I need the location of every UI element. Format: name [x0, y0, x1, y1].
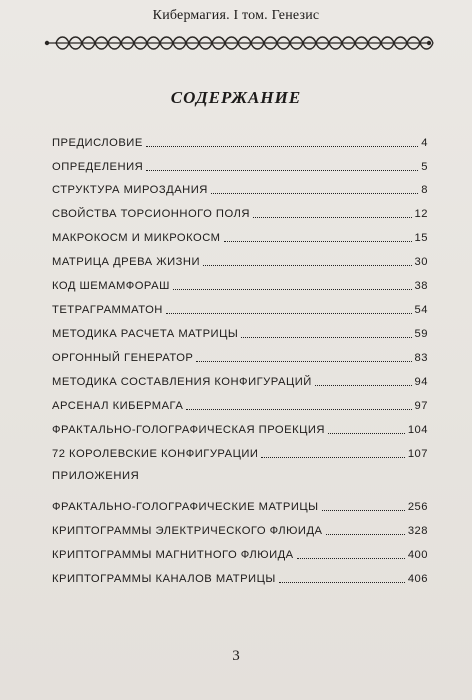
dot-leader: [297, 558, 405, 559]
toc-entry-title: КОД ШЕМАМФОРАШ: [52, 279, 170, 292]
appendix-entry: [52, 519, 428, 537]
toc-entry-title: СВОЙСТВА ТОРСИОННОГО ПОЛЯ: [52, 207, 250, 220]
toc-entry-page: 4: [421, 136, 428, 149]
appendix-entry-page: 406: [407, 572, 428, 585]
appendix-entry-title: КРИПТОГРАММЫ КАНАЛОВ МАТРИЦЫ: [52, 572, 276, 585]
toc-entry-title: МЕТОДИКА СОСТАВЛЕНИЯ КОНФИГУРАЦИЙ: [52, 375, 312, 388]
toc-entry-title: СТРУКТУРА МИРОЗДАНИЯ: [52, 183, 208, 196]
toc-entry-title: МАТРИЦА ДРЕВА ЖИЗНИ: [52, 255, 200, 268]
appendix-entry-title: ФРАКТАЛЬНО-ГОЛОГРАФИЧЕСКИЕ МАТРИЦЫ: [52, 500, 319, 513]
toc-entry-title: 72 КОРОЛЕВСКИЕ КОНФИГУРАЦИИ: [52, 447, 259, 460]
toc-entry-page: 15: [414, 231, 428, 244]
appendix-entry-title: КРИПТОГРАММЫ ЭЛЕКТРИЧЕСКОГО ФЛЮИДА: [52, 524, 323, 537]
toc-entry-title: ОРГОННЫЙ ГЕНЕРАТОР: [52, 351, 194, 364]
toc-entry-page: 38: [414, 279, 428, 292]
toc-entry-page: 107: [407, 447, 428, 460]
appendix-entry-title: КРИПТОГРАММЫ МАГНИТНОГО ФЛЮИДА: [52, 548, 294, 561]
appendix-list: [52, 0, 428, 700]
toc-entry-page: 8: [421, 183, 428, 196]
dot-leader: [279, 582, 405, 583]
appendix-entry-page: 256: [407, 500, 428, 513]
appendix-heading: ПРИЛОЖЕНИЯ: [52, 470, 140, 482]
toc-entry-title: ТЕТРАГРАММАТОН: [52, 303, 163, 316]
toc-entry-title: АРСЕНАЛ КИБЕРМАГА: [52, 399, 184, 412]
appendix-entry: [52, 543, 428, 561]
toc-entry-title: МАКРОКОСМ И МИКРОКОСМ: [52, 231, 221, 244]
dot-leader: [326, 534, 405, 535]
appendix-entry-page: 328: [407, 524, 428, 537]
toc-entry-page: 104: [407, 423, 428, 436]
appendix-entry: [52, 567, 428, 585]
appendix-entry: [52, 495, 428, 513]
running-header: Кибермагия. I том. Генезис: [152, 8, 320, 23]
toc-entry-page: 30: [414, 255, 428, 268]
toc-entry-page: 94: [414, 375, 428, 388]
toc-title: СОДЕРЖАНИЕ: [170, 88, 302, 107]
toc-entry-page: 54: [414, 303, 428, 316]
page-number: 3: [232, 648, 240, 664]
toc-entry-title: ФРАКТАЛЬНО-ГОЛОГРАФИЧЕСКАЯ ПРОЕКЦИЯ: [52, 423, 326, 436]
toc-entry-title: МЕТОДИКА РАСЧЕТА МАТРИЦЫ: [52, 327, 239, 340]
toc-entry-page: 5: [421, 160, 428, 173]
toc-entry-page: 97: [414, 399, 428, 412]
dot-leader: [322, 510, 405, 511]
toc-entry-page: 59: [414, 327, 428, 340]
appendix-entry-page: 400: [407, 548, 428, 561]
toc-entry-page: 83: [414, 351, 428, 364]
toc-entry-page: 12: [414, 207, 428, 220]
toc-entry-title: ПРЕДИСЛОВИЕ: [52, 136, 143, 149]
toc-entry-title: ОПРЕДЕЛЕНИЯ: [52, 160, 144, 173]
